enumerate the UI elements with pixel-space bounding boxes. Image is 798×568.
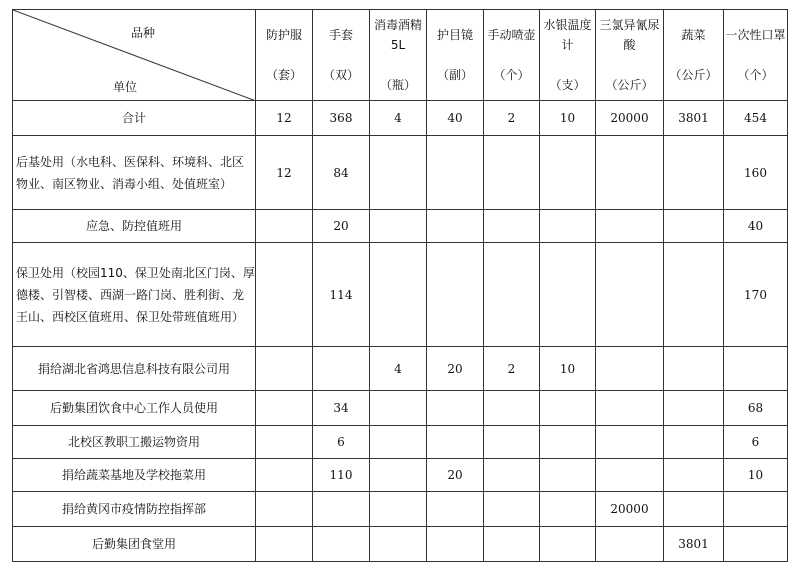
column-unit: （瓶） (379, 78, 416, 92)
column-name: 蔬菜 (681, 28, 706, 42)
cell (540, 243, 596, 347)
column-header (370, 10, 427, 101)
cell (370, 391, 427, 426)
cell (596, 347, 664, 391)
cell (596, 527, 664, 562)
cell (540, 391, 596, 426)
column-name: 防护服 (265, 28, 302, 42)
cell (256, 243, 313, 347)
cell: 114 (313, 243, 370, 347)
cell: 20 (313, 210, 370, 243)
cell: 12 (256, 101, 313, 136)
cell (484, 426, 540, 459)
cell (484, 210, 540, 243)
cell (484, 459, 540, 492)
row-label: 应急、防控值班用 (13, 210, 256, 243)
row-label: 捐给蔬菜基地及学校拖菜用 (13, 459, 256, 492)
cell (664, 391, 724, 426)
cell (664, 210, 724, 243)
cell: 2 (484, 347, 540, 391)
cell (664, 347, 724, 391)
supplies-table (12, 9, 788, 562)
cell: 3801 (664, 527, 724, 562)
header-row (13, 10, 788, 101)
cell: 10 (540, 101, 596, 136)
cell: 170 (724, 243, 788, 347)
cell (370, 426, 427, 459)
cell: 20000 (596, 492, 664, 527)
row-label: 捐给湖北省鸿思信息科技有限公司用 (13, 347, 256, 391)
unit-label: 单位 (113, 80, 138, 94)
cell (596, 426, 664, 459)
cell (540, 210, 596, 243)
cell (427, 426, 484, 459)
cell: 68 (724, 391, 788, 426)
cell: 6 (313, 426, 370, 459)
cell: 6 (724, 426, 788, 459)
cell (664, 426, 724, 459)
column-name: 三氯异氰尿酸 (599, 18, 660, 52)
row-label: 北校区教职工搬运物资用 (13, 426, 256, 459)
table-row (13, 347, 788, 391)
cell: 2 (484, 101, 540, 136)
cell: 40 (427, 101, 484, 136)
cell (370, 527, 427, 562)
cell: 110 (313, 459, 370, 492)
table-row (13, 391, 788, 426)
column-header (596, 10, 664, 101)
cell: 4 (370, 101, 427, 136)
column-header (256, 10, 313, 101)
cell (256, 426, 313, 459)
cell (540, 492, 596, 527)
table-row (13, 459, 788, 492)
column-name: 手动喷壶 (487, 28, 536, 42)
row-label: 合计 (13, 101, 256, 136)
cell (427, 210, 484, 243)
cell (256, 459, 313, 492)
cell (370, 459, 427, 492)
column-unit: （双） (322, 68, 359, 82)
cell (664, 243, 724, 347)
cell: 34 (313, 391, 370, 426)
cell: 10 (540, 347, 596, 391)
cell: 12 (256, 136, 313, 210)
cell (370, 243, 427, 347)
cell: 20 (427, 459, 484, 492)
table-row (13, 527, 788, 562)
column-name: 水银温度计 (543, 18, 592, 52)
cell (313, 347, 370, 391)
cell (370, 492, 427, 527)
cell (484, 492, 540, 527)
cell (724, 492, 788, 527)
cell (313, 492, 370, 527)
cell (540, 136, 596, 210)
cell: 40 (724, 210, 788, 243)
cell: 368 (313, 101, 370, 136)
column-name: 一次性口罩 (725, 28, 786, 42)
cell (596, 136, 664, 210)
cell (427, 391, 484, 426)
cell (724, 527, 788, 562)
row-label: 保卫处用（校园110、保卫处南北区门岗、厚德楼、引智楼、西湖一路门岗、胜利街、龙王山、西校区值班用、保卫处带班值班用） (13, 243, 256, 347)
column-unit: （副） (436, 68, 473, 82)
table-row (13, 243, 788, 347)
row-label: 后基处用（水电科、医保科、环境科、北区物业、南区物业、消毒小组、处值班室） (13, 136, 256, 210)
column-header (724, 10, 788, 101)
cell (370, 210, 427, 243)
column-header (484, 10, 540, 101)
column-unit: （个） (493, 68, 530, 82)
cell (484, 527, 540, 562)
cell (484, 136, 540, 210)
column-name: 手套 (328, 28, 353, 42)
cell (427, 136, 484, 210)
row-label: 后勤集团食堂用 (13, 527, 256, 562)
cell (256, 391, 313, 426)
cell (256, 210, 313, 243)
cell (664, 459, 724, 492)
cell (427, 243, 484, 347)
column-name: 护目镜 (436, 28, 473, 42)
column-unit: （公斤） (605, 78, 654, 92)
cell (540, 459, 596, 492)
cell (370, 136, 427, 210)
cell (427, 527, 484, 562)
row-label: 后勤集团饮食中心工作人员使用 (13, 391, 256, 426)
column-unit: （个） (737, 68, 774, 82)
cell (256, 347, 313, 391)
cell (596, 459, 664, 492)
cell (540, 527, 596, 562)
cell (256, 527, 313, 562)
table-row (13, 210, 788, 243)
column-name: 消毒酒精 5L (373, 18, 422, 52)
cell (484, 243, 540, 347)
column-unit: （公斤） (669, 68, 718, 82)
cell (313, 527, 370, 562)
column-header (664, 10, 724, 101)
cell: 3801 (664, 101, 724, 136)
cell (596, 210, 664, 243)
cell (256, 492, 313, 527)
cell: 20 (427, 347, 484, 391)
cell (596, 391, 664, 426)
cell (664, 492, 724, 527)
column-header (427, 10, 484, 101)
cell (484, 391, 540, 426)
total-row (13, 101, 788, 136)
cell (664, 136, 724, 210)
diagonal-header-cell (13, 10, 256, 101)
cell: 84 (313, 136, 370, 210)
column-header (540, 10, 596, 101)
cell (596, 243, 664, 347)
column-header (313, 10, 370, 101)
cell: 10 (724, 459, 788, 492)
column-unit: （支） (549, 78, 586, 92)
cell: 20000 (596, 101, 664, 136)
cell: 160 (724, 136, 788, 210)
cell: 4 (370, 347, 427, 391)
table-row (13, 136, 788, 210)
cell (427, 492, 484, 527)
cell: 454 (724, 101, 788, 136)
row-label: 捐给黄冈市疫情防控指挥部 (13, 492, 256, 527)
column-unit: （套） (265, 68, 302, 82)
table-row (13, 492, 788, 527)
table-row (13, 426, 788, 459)
cell (724, 347, 788, 391)
kind-label: 品种 (130, 26, 155, 40)
cell (540, 426, 596, 459)
